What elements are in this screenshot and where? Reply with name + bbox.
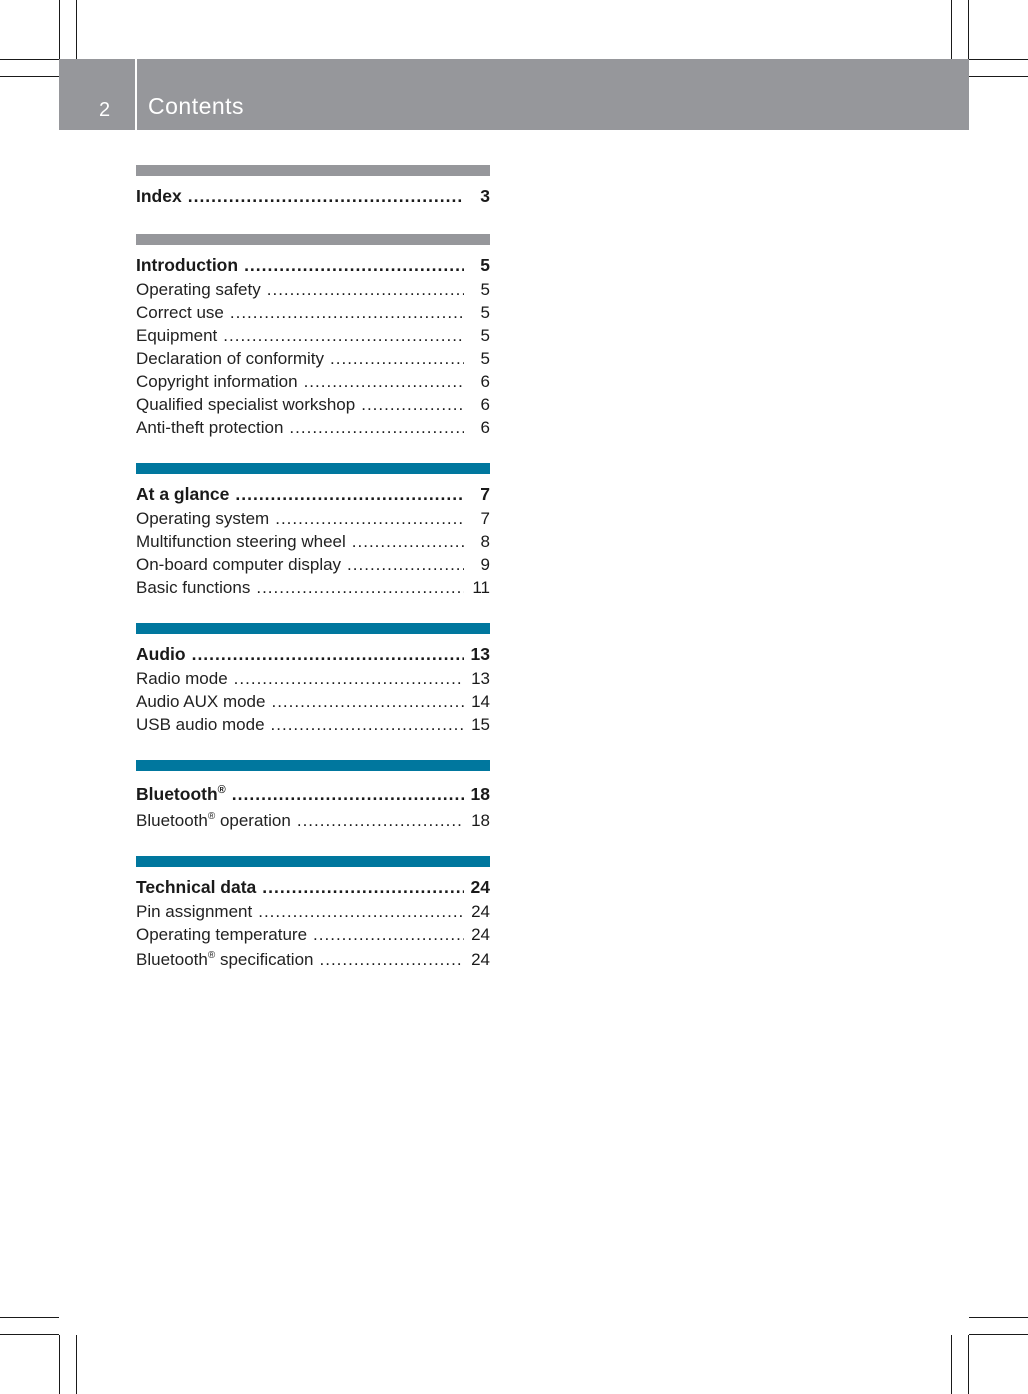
crop-mark (59, 1335, 60, 1394)
dot-leader (313, 923, 464, 946)
toc-heading-label: At a glance (136, 484, 230, 504)
toc-page-number: 24 (471, 902, 490, 921)
toc-section-audio (136, 623, 490, 736)
toc-entry[interactable] (136, 370, 490, 393)
dot-leader (223, 324, 464, 347)
toc-entry-label: On-board computer display (136, 555, 342, 574)
dot-leader (275, 507, 464, 530)
toc-entry-text: Bluetooth (136, 950, 208, 969)
dot-leader (232, 783, 464, 806)
dot-leader (297, 809, 464, 832)
dot-leader (271, 713, 464, 736)
toc-entry-label: Operating temperature (136, 925, 308, 944)
toc-entry-label (136, 809, 291, 832)
section-bar (136, 623, 490, 634)
toc-entry-label: Correct use (136, 303, 224, 322)
toc-entry-label: Operating safety (136, 280, 261, 299)
toc-heading-bluetooth[interactable] (136, 783, 490, 806)
crop-mark (969, 1334, 1028, 1335)
toc-page-number: 13 (470, 644, 490, 664)
page-title: Contents (148, 93, 245, 119)
crop-mark (951, 0, 952, 59)
toc-entry-label: Audio AUX mode (136, 692, 266, 711)
crop-mark (968, 0, 969, 59)
dot-leader (304, 370, 464, 393)
toc-section-at-a-glance (136, 463, 490, 599)
toc-page-number: 8 (480, 532, 490, 551)
toc-page-number: 5 (480, 255, 490, 275)
toc-entry[interactable] (136, 923, 490, 946)
dot-leader (256, 576, 464, 599)
toc-entry-suffix: operation (215, 811, 291, 830)
toc-page-number: 5 (480, 349, 490, 368)
dot-leader (330, 347, 464, 370)
toc-entry-suffix: specification (215, 950, 314, 969)
toc-heading-label: Index (136, 186, 182, 206)
toc-section-index (136, 165, 490, 208)
dot-leader (267, 278, 464, 301)
crop-mark (0, 1317, 59, 1318)
toc-entry-label: USB audio mode (136, 715, 265, 734)
toc-entry-label: Basic functions (136, 578, 251, 597)
toc-entry-label: Declaration of conformity (136, 349, 325, 368)
toc-page-number: 6 (480, 395, 490, 414)
toc-page-number: 5 (480, 326, 490, 345)
section-bar (136, 234, 490, 245)
crop-mark (969, 1317, 1028, 1318)
dot-leader (289, 416, 464, 439)
toc-entry-label: Operating system (136, 509, 270, 528)
crop-mark (76, 1335, 77, 1394)
toc-page-number: 18 (471, 811, 490, 830)
toc-page-number: 14 (471, 692, 490, 711)
page-number: 2 (99, 99, 111, 121)
table-of-contents (136, 165, 490, 971)
crop-mark (76, 0, 77, 59)
dot-leader (352, 530, 464, 553)
toc-heading-label (136, 783, 226, 806)
dot-leader (262, 876, 464, 899)
toc-page-number: 13 (471, 669, 490, 688)
toc-entry[interactable] (136, 530, 490, 553)
crop-mark (0, 76, 59, 77)
toc-entry[interactable] (136, 301, 490, 324)
toc-entry-label: Qualified specialist workshop (136, 395, 356, 414)
toc-page-number: 5 (480, 303, 490, 322)
crop-mark (0, 1334, 59, 1335)
toc-page-number: 6 (480, 372, 490, 391)
crop-mark (0, 59, 59, 60)
toc-heading-audio[interactable] (136, 643, 490, 666)
toc-entry[interactable] (136, 416, 490, 439)
header-divider (135, 59, 137, 130)
dot-leader (271, 690, 464, 713)
toc-entry[interactable] (136, 576, 490, 599)
toc-entry[interactable] (136, 713, 490, 736)
toc-entry[interactable] (136, 667, 490, 690)
crop-mark (968, 1335, 969, 1394)
toc-entry[interactable] (136, 948, 490, 971)
toc-section-technical-data (136, 856, 490, 971)
toc-entry-label: Pin assignment (136, 902, 253, 921)
toc-entry[interactable] (136, 278, 490, 301)
toc-page-number: 24 (471, 925, 490, 944)
toc-entry[interactable] (136, 809, 490, 832)
section-bar (136, 856, 490, 867)
toc-heading-introduction[interactable] (136, 254, 490, 277)
crop-mark (969, 59, 1028, 60)
dot-leader (244, 254, 464, 277)
toc-section-bluetooth (136, 760, 490, 832)
toc-page-number: 24 (471, 950, 490, 969)
toc-entry[interactable] (136, 553, 490, 576)
toc-page-number: 7 (480, 484, 490, 504)
section-bar (136, 760, 490, 771)
toc-page-number: 15 (471, 715, 490, 734)
toc-entry[interactable] (136, 900, 490, 923)
toc-entry[interactable] (136, 347, 490, 370)
dot-leader (235, 483, 464, 506)
dot-leader (347, 553, 464, 576)
dot-leader (188, 185, 464, 208)
dot-leader (192, 643, 464, 666)
registered-mark: ® (207, 811, 216, 822)
toc-entry-label: Copyright information (136, 372, 298, 391)
toc-page-number: 6 (480, 418, 490, 437)
toc-page-number: 7 (480, 509, 490, 528)
toc-heading-label: Technical data (136, 877, 257, 897)
section-bar (136, 165, 490, 176)
toc-page-number: 11 (472, 578, 490, 597)
toc-page-number: 18 (470, 784, 490, 804)
dot-leader (258, 900, 464, 923)
toc-entry[interactable] (136, 690, 490, 713)
registered-mark: ® (207, 950, 216, 961)
toc-page-number: 3 (480, 186, 490, 206)
toc-entry[interactable] (136, 507, 490, 530)
toc-heading-technical-data[interactable] (136, 876, 490, 899)
toc-entry-label: Multifunction steering wheel (136, 532, 346, 551)
crop-mark (951, 1335, 952, 1394)
registered-mark: ® (217, 784, 226, 796)
toc-page-number: 24 (470, 877, 490, 897)
crop-mark (969, 76, 1028, 77)
section-bar (136, 463, 490, 474)
dot-leader (361, 393, 464, 416)
toc-heading-at-a-glance[interactable] (136, 483, 490, 506)
toc-entry[interactable] (136, 324, 490, 347)
dot-leader (230, 301, 464, 324)
toc-entry-label: Anti-theft protection (136, 418, 284, 437)
toc-entry-label: Radio mode (136, 669, 228, 688)
crop-mark (59, 0, 60, 59)
toc-entry[interactable] (136, 393, 490, 416)
toc-heading-label: Introduction (136, 255, 239, 275)
toc-entry-label: Equipment (136, 326, 218, 345)
toc-entry-label (136, 948, 314, 971)
toc-page-number: 5 (480, 280, 490, 299)
page-header (59, 59, 969, 130)
dot-leader (320, 948, 465, 971)
toc-heading-text: Bluetooth (136, 784, 218, 804)
toc-heading-index[interactable] (136, 185, 490, 208)
toc-section-introduction (136, 234, 490, 439)
dot-leader (234, 667, 464, 690)
toc-entry-text: Bluetooth (136, 811, 208, 830)
toc-heading-label: Audio (136, 644, 186, 664)
toc-page-number: 9 (480, 555, 490, 574)
